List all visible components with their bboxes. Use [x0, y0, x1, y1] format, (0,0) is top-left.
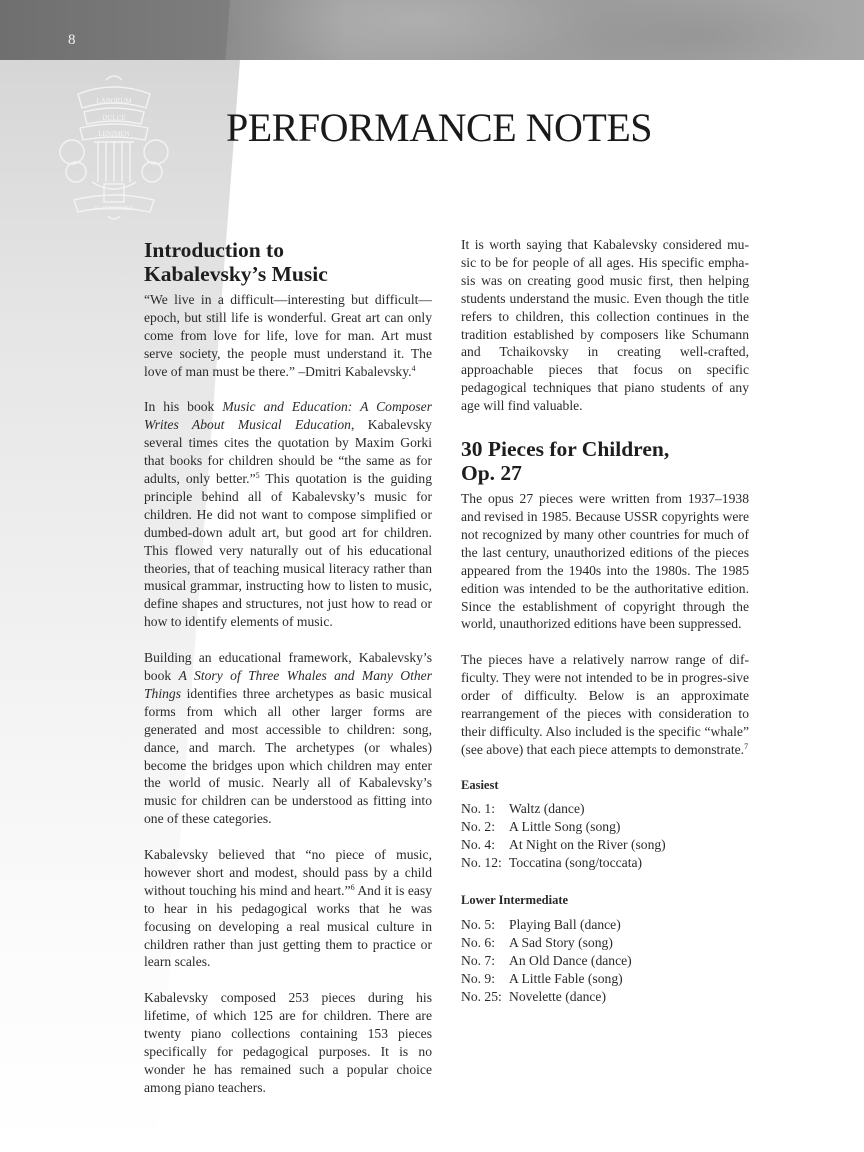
book-title: A Story of Three Whales and Many Other Things: [144, 668, 432, 701]
paragraph-framework: Building an educational framework, Kabalevsky’s book A Story of Three Whales and Many Other Things identifies three archetypes as basic musical forms from which all other larger forms are generated and most accessible to children: song, dance, and march. The archetypes (or whales) become the bridges upon which children may enter the world of music. Nearly all of Kabalevsky’s music for children can be understood as fitting into one of these categories.: [144, 650, 432, 827]
section-heading-30-pieces: 30 Pieces for Children, Op. 27: [461, 437, 670, 486]
section-heading-introduction: Introduction to Kabalevsky’s Music: [144, 238, 328, 286]
difficulty-list-lower-intermediate: [461, 892, 749, 1005]
paragraph-all-ages: It is worth saying that Kabalevsky considered mu-sic to be for people of all ages. His specific empha-sis was on creating good music first, then helping students understand the music. Even though the title refers to children, this collection continues in the tradition established by composers like Schumann and Tchaikovsky in creating well-crafted, approachable pieces that focus on specific pedagogical techniques that piano students of any age will find valuable.: [461, 237, 749, 414]
svg-text:DULCE: DULCE: [102, 114, 126, 122]
footnote-marker: 6: [350, 882, 355, 892]
header-band: [0, 0, 864, 60]
list-item: No. 9: A Little Fable (song): [461, 970, 623, 986]
list-heading: Easiest: [461, 777, 499, 792]
svg-text:LENIMEN: LENIMEN: [98, 130, 130, 138]
paragraph-quote: “We live in a difficult—interesting but difficult—epoch, but still life is wonderful. Great art can only come from love for life, love for man. Art must serve society, the people must understand it. The love of man must be there.” –Dmitri Kabalevsky.$^4$: [144, 292, 432, 379]
list-item: No. 6: A Sad Story (song): [461, 934, 613, 950]
paragraph-music-education: In his book Music and Education: A Composer Writes About Musical Education, Kabalevsky several times cites the quotation by Maxim Gorki that books for children should be “the same as for adults, only better.”$^5$ This quotation is the guiding principle behind all of Kabalevsky’s music for children. He did not want to compose simplified or dumbed-down adult art, but good art for children. This flowed very naturally out of his educational theories, that of teaching musical literacy rather than musical grammar, instructing how to listen to music, define shapes and structures, not just how to read or how to identify elements of music.: [144, 399, 432, 630]
list-item: No. 12: Toccatina (song/toccata): [461, 855, 643, 871]
paragraph-compositions: Kabalevsky composed 253 pieces during his lifetime, of which 125 are for children. There are twenty piano collections containing 153 pieces specifically for pedagogical purposes. It is no wonder he has remained such a popular choice among piano teachers.: [144, 990, 432, 1095]
footnote-marker: 5: [255, 471, 260, 481]
list-item: No. 7: An Old Dance (dance): [461, 952, 632, 968]
svg-text:G. SCHIRMER: G. SCHIRMER: [94, 206, 134, 212]
list-item: No. 4: At Night on the River (song): [461, 837, 666, 853]
left-column: [144, 238, 432, 1115]
difficulty-list-easiest: [461, 777, 749, 873]
header-band-dark-segment: [0, 0, 230, 60]
list-item: No. 25: Novelette (dance): [461, 988, 606, 1004]
list-item: No. 2: A Little Song (song): [461, 819, 621, 835]
list-spacer: [461, 872, 749, 886]
paragraph-difficulty: The pieces have a relatively narrow range of dif-ficulty. They were not intended to be in progres-sive order of difficulty. Below is an approximate rearrangement of the pieces with consideration to their difficulty. Also included is the specific “whale” (see above) that each piece attempts to demonstrate.$^7$: [461, 652, 749, 757]
list-item: No. 1: Waltz (dance): [461, 801, 585, 817]
svg-text:LABORUM: LABORUM: [96, 97, 132, 105]
footnote-marker: 7: [744, 741, 749, 751]
paragraph-history: The opus 27 pieces were written from 1937–1938 and revised in 1985. Because USSR copyrights were not recognized by many other countries for much of the last century, unauthorized editions of the pieces appeared from the 1940s into the 1980s. The 1985 edition was intended to be the authoritative edition. Since the establishment of copyright through the world, unauthorized editions have been suppressed.: [461, 491, 749, 632]
paragraph-belief: Kabalevsky believed that “no piece of music, however short and modest, should pass by a child without touching his mind and heart.”$^6$ And it is easy to hear in his pedagogical works that he was focusing on developing a real musical culture in children rather than just getting them to practice or learn scales.: [144, 847, 433, 970]
schirmer-crest-icon: [58, 72, 170, 222]
list-item: No. 5: Playing Ball (dance): [461, 916, 621, 932]
book-title: Music and Education: A Composer Writes About Musical Education: [144, 399, 432, 433]
footnote-marker: 4: [411, 363, 416, 373]
page-title: PERFORMANCE NOTES: [226, 105, 653, 150]
list-heading: Lower Intermediate: [461, 893, 569, 908]
page-number: 8: [68, 32, 76, 48]
right-column: [461, 236, 749, 1006]
